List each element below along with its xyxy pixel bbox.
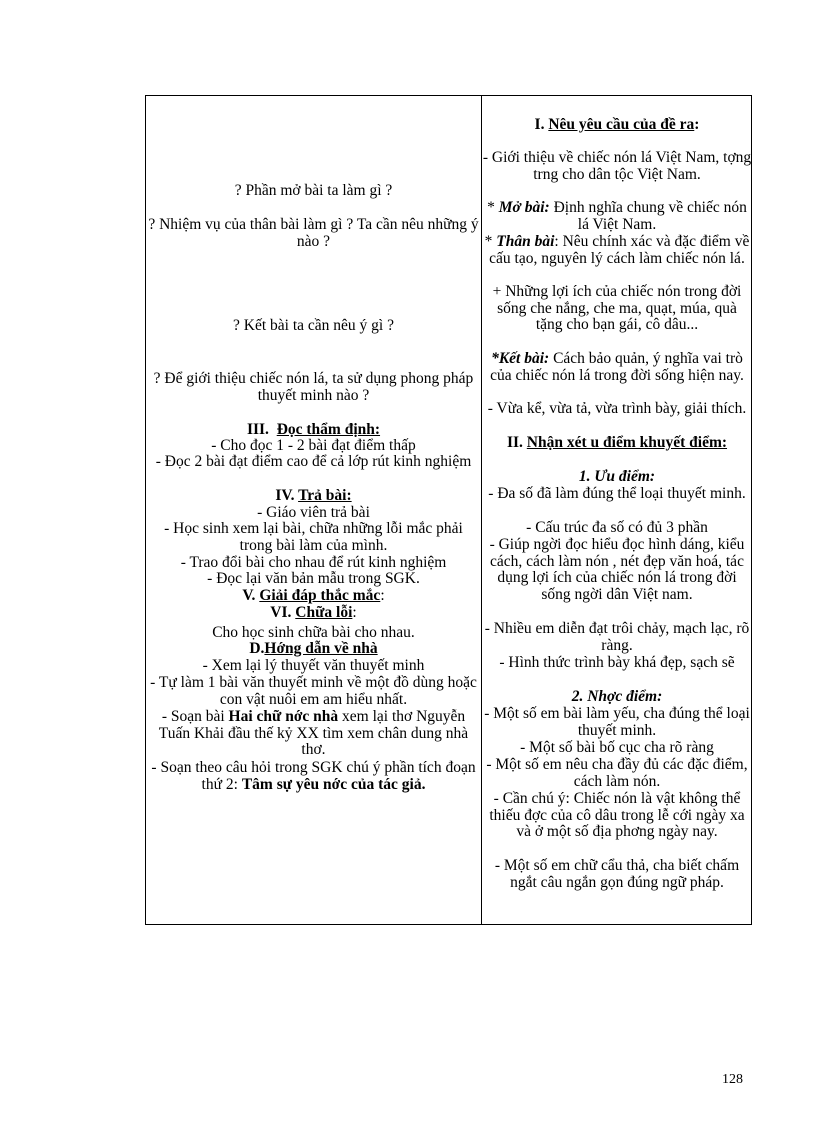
- homework-title: Hớng dẫn về nhà: [264, 640, 378, 657]
- section-4-line-3: - Trao đổi bài cho nhau để rút kinh nghiệm: [180, 554, 447, 571]
- homework-poem-title: Hai chữ nớc nhà: [228, 708, 339, 725]
- question-method: ? Để giới thiệu chiếc nón lá, ta sử dụng phong pháp thuyết minh nào ?: [153, 370, 474, 404]
- body-text: : Nêu chính xác và đặc điểm về cấu tạo, nguyên lý cách làm chiếc nón lá.: [489, 233, 750, 267]
- body-outline: [482, 234, 752, 267]
- section-3-line-2: - Đọc 2 bài đạt điểm cao để cả lớp rút kinh nghiệm: [155, 453, 472, 470]
- section-4-heading: [146, 488, 481, 505]
- strength-1: - Đa số đã làm đúng thể loại thuyết minh.: [488, 485, 746, 502]
- weakness-2: - Một số bài bố cục cha rõ ràng: [520, 739, 714, 756]
- homework-line-2: - Tự làm 1 bài văn thuyết minh về một đồ dùng hoặc con vật nuôi em am hiểu nhất.: [150, 674, 477, 708]
- body-bullet: *: [484, 233, 497, 250]
- method-answer: - Vừa kể, vừa tả, vừa trình bày, giải thích.: [487, 400, 747, 417]
- strength-2: - Cấu trúc đa số có đủ 3 phần: [526, 519, 708, 536]
- section-1-number: I.: [534, 116, 545, 133]
- question-opening: ? Phần mở bài ta làm gì ?: [234, 182, 393, 199]
- conclusion-outline: [482, 351, 752, 384]
- homework-number: D.: [249, 640, 265, 657]
- section-4-line-4: - Đọc lại văn bản mẫu trong SGK.: [207, 570, 420, 587]
- conclusion-label: *Kết bài:: [491, 350, 550, 367]
- section-4-line-2: - Học sinh xem lại bài, chữa những lỗi mắc phải trong bài làm của mình.: [164, 520, 463, 554]
- strength-5: - Hình thức trình bày khá đẹp, sạch sẽ: [499, 654, 735, 671]
- homework-heading: [146, 641, 481, 658]
- body-label: Thân bài: [496, 233, 555, 250]
- lesson-table: [145, 95, 752, 925]
- strength-4: - Nhiều em diễn đạt trôi chảy, mạch lạc, rõ ràng.: [484, 620, 750, 654]
- intro-requirement: - Giới thiệu về chiếc nón lá Việt Nam, tợng trng cho dân tộc Việt Nam.: [482, 149, 752, 183]
- student-column: [482, 96, 752, 924]
- opening-outline: [482, 200, 752, 233]
- homework-line-1: - Xem lại lý thuyết văn thuyết minh: [202, 657, 425, 674]
- conclusion-text: Cách bảo quản, ý nghĩa vai trò của chiếc nón lá trong đời sống hiện nay.: [490, 350, 744, 384]
- weakness-4: - Cần chú ý: Chiếc nón là vật không thể thiếu đợc của cô dâu trong lễ cới ngày xa và ở một số địa phơng ngày nay.: [489, 790, 745, 840]
- section-4-line-1: - Giáo viên trả bài: [257, 504, 370, 521]
- section-4-title: Trả bài:: [298, 487, 352, 504]
- section-5-heading: [146, 588, 481, 605]
- weakness-3: - Một số em nêu cha đầy đủ các đặc điểm, cách làm nón.: [486, 756, 748, 790]
- homework-line-3-start: - Soạn bài: [161, 708, 229, 725]
- homework-line-4-start: - Soạn theo câu hỏi trong SGK chú ý phần tích đoạn thứ 2:: [151, 759, 476, 793]
- section-3-number: III.: [246, 421, 269, 438]
- section-3-title: Đọc thẩm định:: [276, 421, 381, 438]
- section-6-heading: [146, 605, 481, 622]
- section-1-colon: :: [694, 116, 700, 133]
- section-1-heading: [482, 117, 752, 134]
- strengths-heading: 1. Ưu điểm:: [578, 468, 656, 485]
- homework-line-4: [146, 760, 481, 793]
- question-body: ? Nhiệm vụ của thân bài làm gì ? Ta cần nêu những ý nào ?: [148, 216, 479, 250]
- section-5-colon: :: [380, 587, 385, 604]
- section-2-number: II.: [506, 434, 523, 451]
- question-conclusion: ? Kết bài ta cần nêu ý gì ?: [233, 317, 394, 334]
- homework-focus-title: Tâm sự yêu nớc của tác giả.: [241, 775, 426, 793]
- opening-bullet: *: [487, 199, 499, 216]
- opening-label: Mở bài:: [498, 199, 550, 216]
- section-6-line-1: Cho học sinh chữa bài cho nhau.: [212, 624, 415, 641]
- section-2-title: Nhận xét u điểm khuyết điểm:: [526, 434, 728, 451]
- section-5-title: Giải đáp thắc mắc: [259, 587, 381, 604]
- section-1-title: Nêu yêu cầu của đề ra: [548, 116, 695, 133]
- page-number: 128: [722, 1072, 743, 1087]
- weaknesses-heading: 2. Nhợc điểm:: [571, 688, 663, 705]
- benefits-outline: + Những lợi ích của chiếc nón trong đời sống che nắng, che ma, quạt, múa, quà tặng cho bạn gái, cô dâu...: [492, 283, 742, 333]
- homework-line-3-end: xem lại thơ Nguyễn Tuấn Khải đầu thế kỷ XX tìm xem chân dung nhà thơ.: [158, 708, 469, 758]
- weakness-5: - Một số em chữ cẩu thả, cha biết chấm ngắt câu ngắn gọn đúng ngữ pháp.: [494, 857, 740, 891]
- section-4-number: IV.: [275, 487, 295, 504]
- section-6-number: VI.: [270, 604, 292, 621]
- strength-3: - Giúp ngời đọc hiểu đọc hình dáng, kiểu cách, cách làm nón , nét đẹp văn hoá, tác dụng lợi ích của chiếc nón lá trong đời sống ngời dân Việt nam.: [489, 536, 745, 603]
- section-2-heading: [482, 435, 752, 452]
- teacher-column: [146, 96, 481, 924]
- section-6-colon: :: [352, 604, 357, 621]
- weakness-1: - Một số em bài làm yếu, cha đúng thể loại thuyết minh.: [484, 705, 750, 739]
- opening-text: Định nghĩa chung về chiếc nón lá Việt Nam.: [549, 199, 747, 233]
- section-6-title: Chữa lỗi: [295, 604, 353, 621]
- section-3-line-1: - Cho đọc 1 - 2 bài đạt điểm thấp: [211, 437, 416, 454]
- homework-line-3: [146, 709, 481, 759]
- section-5-number: V.: [242, 587, 256, 604]
